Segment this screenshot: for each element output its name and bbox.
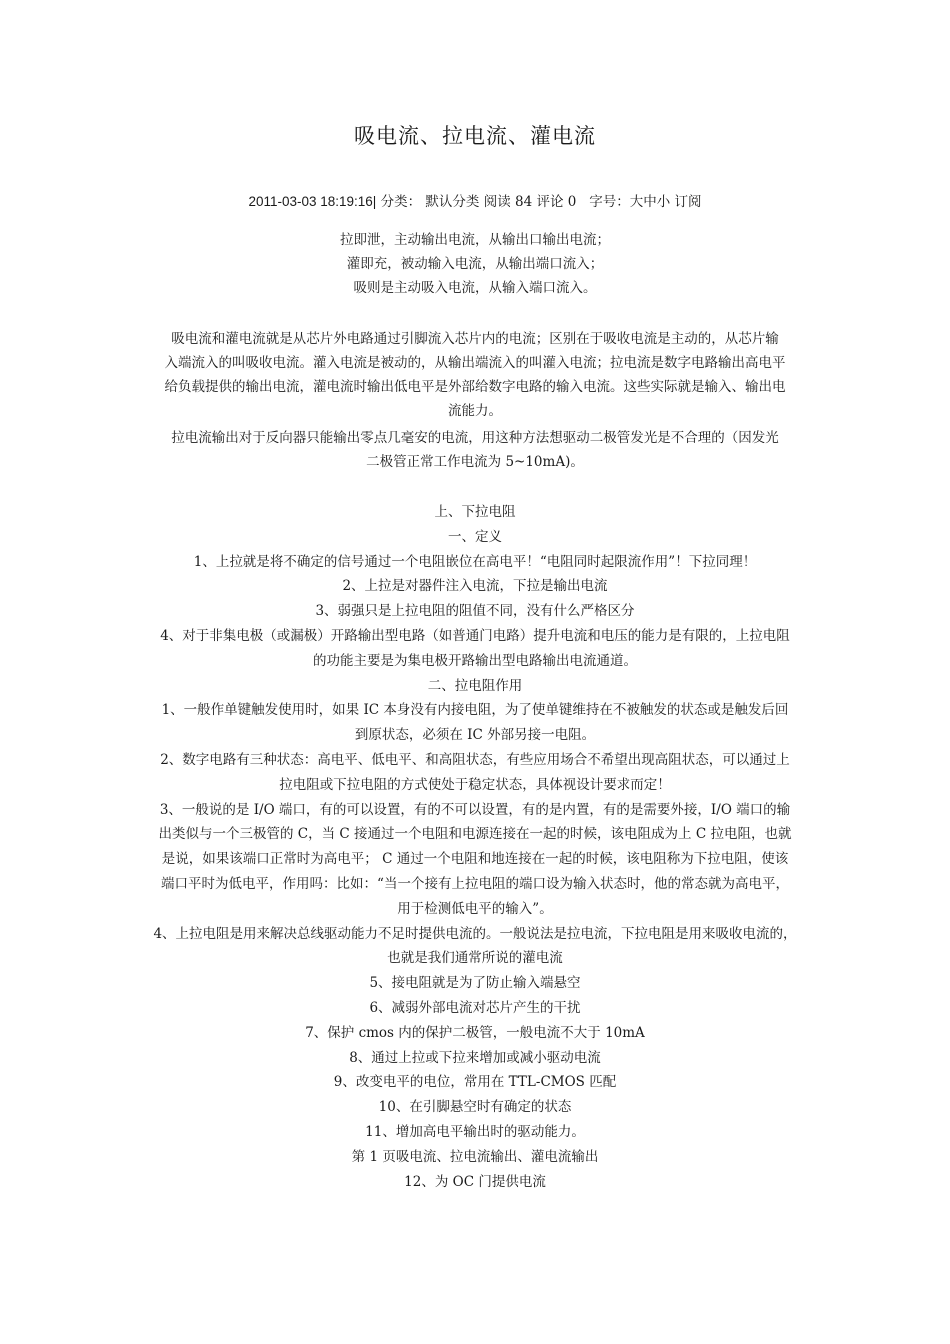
function-item: 端口平时为低电平，作用吗：比如：“当一个接有上拉电阻的端口设为输入状态时，他的常态就为高电平， (161, 875, 789, 892)
function-item: 6、减弱外部电流对芯片产生的干扰 (369, 999, 581, 1016)
font-size-switch[interactable]: 字号：大中小 (589, 194, 671, 210)
function-item: 用于检测低电平的输入”。 (397, 900, 553, 917)
comment-count[interactable]: 评论 0 (536, 194, 577, 210)
resistor-section (138, 500, 812, 1194)
intro-line: 拉即泄，主动输出电流，从输出口输出电流； (340, 232, 610, 248)
definition-item: 3、弱强只是上拉电阻的阻值不同，没有什么严格区分 (315, 603, 635, 620)
function-item: 11、增加高电平输出时的驱动能力。 (365, 1123, 585, 1140)
definition-item: 4、对于非集电极（或漏极）开路输出型电路（如普通门电路）提升电流和电压的能力是有限的，上拉电阻 (160, 627, 790, 644)
post-datetime: 2011-03-03 18:19:16| (248, 194, 377, 209)
definition-item: 的功能主要是为集电极开路输出型电路输出电流通道。 (313, 652, 637, 669)
function-item: 是说，如果该端口正常时为高电平； C 通过一个电阻和地连接在一起的时候，该电阻称为下拉电阻，使该 (161, 851, 789, 868)
function-item: 10、在引脚悬空时有确定的状态 (378, 1099, 572, 1116)
function-item: 9、改变电平的电位，常用在 TTL-CMOS 匹配 (333, 1074, 617, 1091)
read-count: 阅读 84 (483, 194, 533, 210)
function-item: 也就是我们通常所说的灌电流 (387, 950, 563, 967)
function-item: 2、数字电路有三种状态：高电平、低电平、和高阻状态，有些应用场合不希望出现高阻状态，可以通过上 (160, 751, 790, 768)
subscribe-link[interactable]: 订阅 (674, 194, 702, 210)
paragraph-line: 入端流入的叫吸收电流。灌入电流是被动的，从输出端流入的叫灌入电流；拉电流是数字电路输出高电平 (164, 355, 786, 371)
category-link[interactable]: 默认分类 (425, 194, 480, 210)
page-title: 吸电流、拉电流、灌电流 (354, 124, 596, 148)
function-item: 出类似与一个三极管的 C，当 C 接通过一个电阻和电源连接在一起的时候，该电阻成为上 C 拉电阻，也就 (158, 826, 792, 843)
post-meta (138, 192, 812, 212)
paragraph-line: 给负载提供的输出电流，灌电流时输出低电平是外部给数字电路的输入电流。这些实际就是输入、输出电 (164, 379, 786, 395)
definition-heading: 一、定义 (448, 528, 502, 545)
function-item: 4、上拉电阻是用来解决总线驱动能力不足时提供电流的。一般说法是拉电流，下拉电阻是用来吸收电流的， (153, 925, 797, 942)
paragraph-inverter (138, 426, 812, 474)
paragraph-line: 二极管正常工作电流为 5~10mA)。 (366, 454, 584, 470)
function-item: 1、一般作单键触发使用时，如果 IC 本身没有内接电阻，为了使单键维持在不被触发的状态或是触发后回 (161, 702, 789, 719)
paragraph-line: 吸电流和灌电流就是从芯片外电路通过引脚流入芯片内的电流；区别在于吸收电流是主动的，从芯片输 (171, 331, 779, 347)
definition-item: 2、上拉是对器件注入电流，下拉是输出电流 (342, 578, 608, 595)
function-item: 到原状态，必须在 IC 外部另接一电阻。 (354, 727, 596, 744)
function-item: 5、接电阻就是为了防止输入端悬空 (369, 975, 581, 992)
function-item: 12、为 OC 门提供电流 (404, 1173, 546, 1190)
function-item: 8、通过上拉或下拉来增加或减小驱动电流 (349, 1049, 601, 1066)
definition-item: 1、上拉就是将不确定的信号通过一个电阻嵌位在高电平！“电阻同时起限流作用”！下拉同理！ (193, 553, 757, 570)
function-item: 拉电阻或下拉电阻的方式使处于稳定状态，具体视设计要求而定！ (279, 776, 671, 793)
function-heading: 二、拉电阻作用 (427, 677, 523, 694)
function-item: 7、保护 cmos 内的保护二极管，一般电流不大于 10mA (305, 1024, 645, 1041)
function-item: 3、一般说的是 I/O 端口，有的可以设置，有的不可以设置，有的是内置，有的是需要外接，I/O 端口的输 (159, 801, 791, 818)
intro-block (138, 228, 812, 300)
intro-line: 吸则是主动吸入电流，从输入端口流入。 (353, 280, 597, 296)
paragraph-current-types (138, 327, 812, 423)
section-title: 上、下拉电阻 (434, 504, 516, 520)
paragraph-line: 流能力。 (448, 403, 502, 419)
page-footer-line: 第 1 页吸电流、拉电流输出、灌电流输出 (351, 1148, 599, 1165)
category-label: 分类： (380, 194, 422, 210)
paragraph-line: 拉电流输出对于反向器只能输出零点几毫安的电流，用这种方法想驱动二极管发光是不合理的（因发光 (171, 430, 779, 446)
intro-line: 灌即充，被动输入电流，从输出端口流入； (346, 256, 604, 272)
